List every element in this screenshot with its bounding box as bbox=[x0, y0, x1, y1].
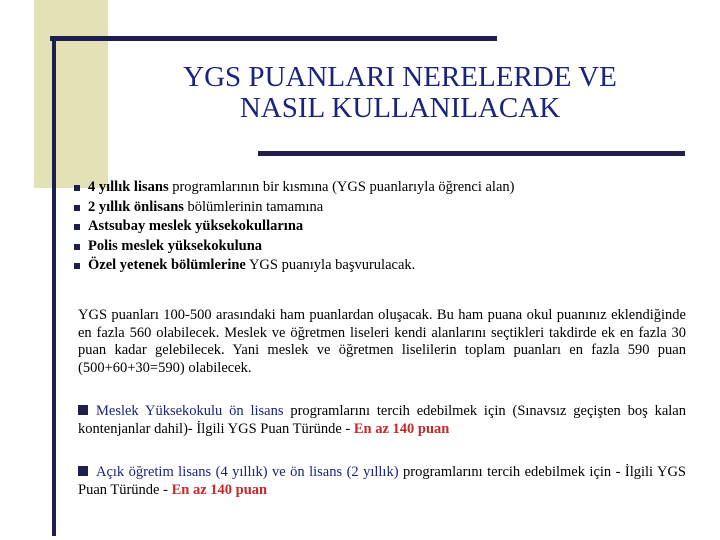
score-paragraph: YGS puanları 100-500 arasındaki ham puanlardan oluşacak. Bu ham puana okul puanınız eklendiğinde en fazla 560 olabilecek. Meslek ve öğretmen liseleri kendi alanlarını seçtikleri takdirde ek en fazla 30 puan kadar gelebilecek. Yani meslek ve öğretmen liselilerin toplam puanları en fazla 590 puan (500+60+30=590) olabilecek. bbox=[78, 307, 686, 376]
note-emphasis: En az 140 puan bbox=[353, 420, 450, 437]
note-text: programlarını tercih edebilmek için (Sınavsız geçişten boş kalan kontenjanlar dahil)- İlgili YGS Puan Türünde - bbox=[78, 403, 686, 437]
bullet-bold-text: Astsubay meslek yüksekokullarına bbox=[88, 218, 304, 234]
bullet-list bbox=[74, 178, 694, 276]
note-highlight: Açık öğretim lisans (4 yıllık) ve ön lisans (2 yıllık) bbox=[96, 464, 399, 480]
square-bullet-icon bbox=[74, 244, 80, 250]
square-bullet-icon bbox=[74, 205, 80, 211]
decorative-square bbox=[34, 0, 108, 188]
slide-title bbox=[120, 62, 680, 124]
decorative-left-stripe bbox=[52, 36, 56, 536]
checkbox-bullet-icon bbox=[78, 466, 88, 476]
note-highlight: Meslek Yüksekokulu ön lisans bbox=[96, 403, 284, 419]
slide-title-line1: YGS PUANLARI NERELERDE VE bbox=[183, 61, 617, 93]
bullet-item bbox=[74, 237, 694, 257]
bullet-text: YGS puanıyla başvurulacak. bbox=[245, 257, 416, 273]
bullet-item bbox=[74, 217, 694, 237]
bullet-bold-text: Özel yetenek bölümlerine bbox=[88, 257, 246, 273]
bullet-item bbox=[74, 178, 694, 198]
slide-title-line2: NASIL KULLANILACAK bbox=[239, 92, 561, 124]
checkbox-bullet-icon bbox=[78, 405, 88, 415]
bullet-text: programlarının bir kısmına (YGS puanlarıyla öğrenci alan) bbox=[168, 179, 515, 195]
square-bullet-icon bbox=[74, 185, 80, 191]
note-emphasis: En az 140 puan bbox=[171, 481, 268, 498]
decorative-title-underline bbox=[258, 151, 685, 156]
bullet-bold-text: 2 yıllık önlisans bbox=[88, 198, 184, 215]
note-open-education bbox=[78, 464, 686, 499]
decorative-top-line bbox=[50, 36, 497, 41]
bullet-bold-text: Polis meslek yüksekokuluna bbox=[88, 237, 263, 254]
note-text: programlarını tercih edebilmek için - İlgili YGS Puan Türünde - bbox=[78, 464, 686, 498]
bullet-text: bölümlerinin tamamına bbox=[183, 198, 324, 215]
square-bullet-icon bbox=[74, 263, 80, 269]
square-bullet-icon bbox=[74, 224, 80, 230]
bullet-item bbox=[74, 256, 694, 276]
note-vocational-school bbox=[78, 403, 686, 438]
bullet-item bbox=[74, 198, 694, 218]
bullet-bold-text: 4 yıllık lisans bbox=[88, 179, 169, 195]
